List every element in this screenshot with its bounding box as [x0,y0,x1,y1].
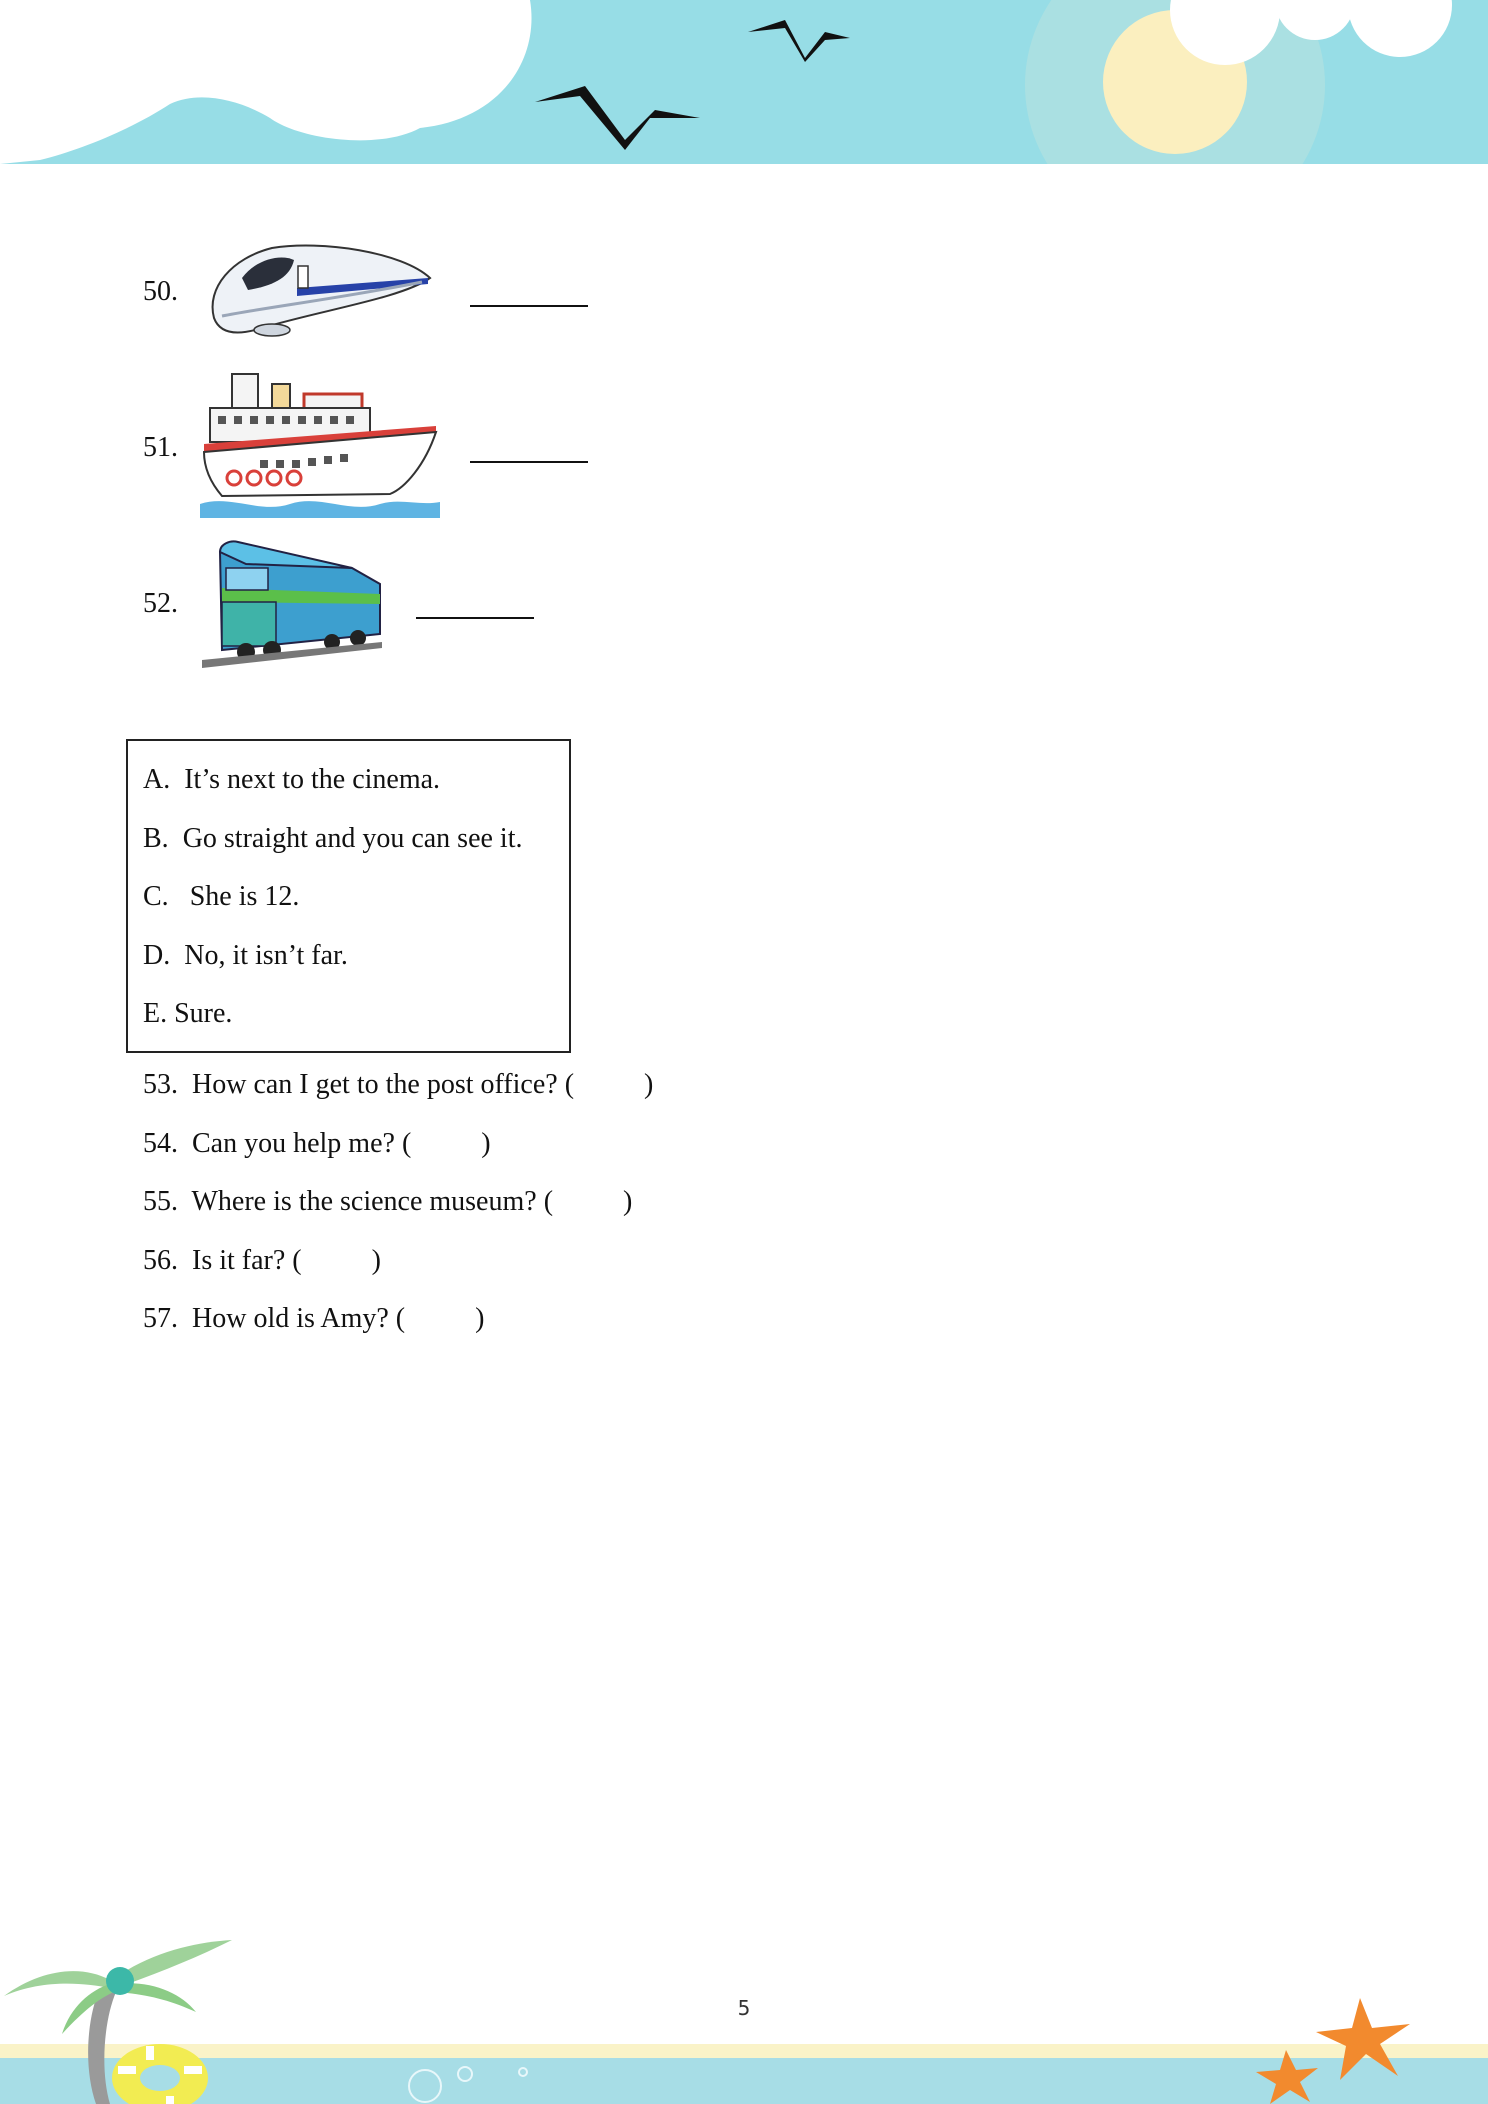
question-text: Can you help me? [192,1128,395,1159]
question-55 [143,1185,632,1219]
option-label: A. [143,764,171,795]
question-text: How can I get to the post office? [192,1069,558,1100]
option-e [143,997,232,1031]
answer-parentheses[interactable]: ( ) [292,1245,381,1276]
answer-blank-51[interactable] [470,461,588,463]
header-sky-banner [0,0,1488,168]
option-text: Go straight and you can see it. [182,823,523,854]
bullet-train-picture [202,238,434,342]
question-number: 55. [143,1186,178,1217]
option-label: C. [143,881,169,912]
answer-parentheses[interactable]: ( ) [564,1069,654,1100]
page-number: 5 [737,1996,751,2020]
question-text: How old is Amy? [192,1303,389,1334]
question-56 [143,1244,381,1278]
answer-blank-50[interactable] [470,305,588,307]
option-text: No, it isn’t far. [184,940,348,971]
question-number-52: 52. [143,588,178,619]
answer-blank-52[interactable] [416,617,534,619]
option-a [143,763,440,797]
cruise-ship-picture [200,370,440,518]
option-label: D. [143,940,171,971]
option-label: B. [143,823,169,854]
option-text: It’s next to the cinema. [184,764,441,795]
question-53 [143,1068,653,1102]
question-number: 53. [143,1069,178,1100]
question-text: Where is the science museum? [191,1186,537,1217]
footer-beach-banner [0,1900,1488,2104]
train-picture [202,538,382,668]
option-label: E. [143,998,168,1029]
answer-parentheses[interactable]: ( ) [401,1128,491,1159]
question-number-50: 50. [143,276,178,307]
question-57 [143,1302,484,1336]
question-text: Is it far? [192,1245,286,1276]
option-c [143,880,299,914]
question-number: 54. [143,1128,178,1159]
question-number: 57. [143,1303,178,1334]
option-b [143,822,523,856]
question-54 [143,1127,491,1161]
question-number: 56. [143,1245,178,1276]
answer-parentheses[interactable]: ( ) [543,1186,633,1217]
option-d [143,939,348,973]
question-number-51: 51. [143,432,178,463]
option-text: Sure. [174,998,233,1029]
answer-parentheses[interactable]: ( ) [395,1303,485,1334]
option-text: She is 12. [182,881,300,912]
